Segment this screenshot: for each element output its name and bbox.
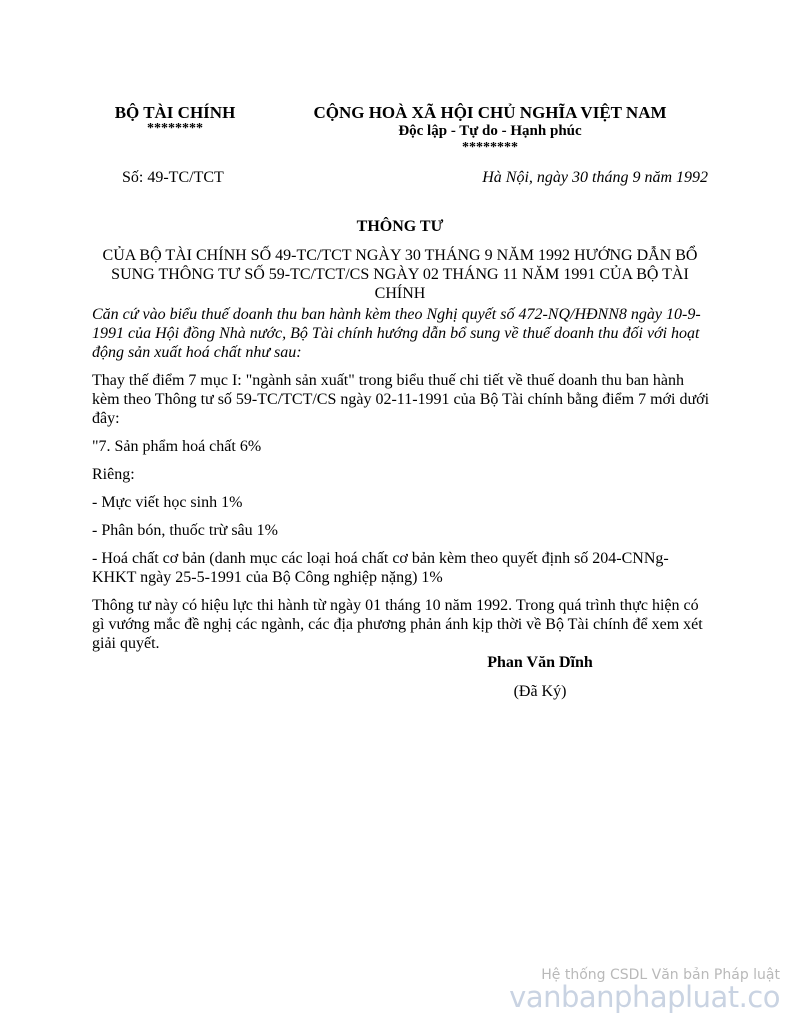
ministry-stars: ******** [147, 121, 203, 136]
list-item: - Phân bón, thuốc trừ sâu 1% [92, 522, 278, 539]
paragraph: Thông tư này có hiệu lực thi hành từ ngày 01 tháng 10 năm 1992. Trong quá trình thực hiện có gì vướng mắc đề nghị các ngành, các địa phương phản ánh kịp thời về Bộ Tài chính để xem xét giải quyết. [92, 597, 703, 652]
preamble: Căn cứ vào biểu thuế doanh thu ban hành kèm theo Nghị quyết số 472-NQ/HĐNN8 ngày 10-9-1991 của Hội đồng Nhà nước, Bộ Tài chính hướng dẫn bổ sung về thuế doanh thu đối với hoạt động sản xuất hoá chất như sau: [92, 306, 701, 361]
paragraph: Riêng: [92, 466, 135, 483]
watermark-site: vanbanphapluat.co [509, 980, 780, 1014]
document-type: THÔNG TƯ [356, 218, 444, 235]
state-header [300, 103, 680, 155]
list-item: - Mực viết học sinh 1% [92, 494, 243, 511]
document-number: Số: 49-TC/TCT [122, 169, 224, 186]
paragraph: "7. Sản phẩm hoá chất 6% [92, 438, 262, 455]
document-title: CỦA BỘ TÀI CHÍNH SỐ 49-TC/TCT NGÀY 30 THÁNG 9 NĂM 1992 HƯỚNG DẪN BỔ SUNG THÔNG TƯ SỐ 59-TC/TCT/CS NGÀY 02 THÁNG 11 NĂM 1991 CỦA BỘ TÀI CHÍNH [102, 247, 698, 302]
issuer-header [90, 103, 260, 136]
list-item: - Hoá chất cơ bản (danh mục các loại hoá chất cơ bản kèm theo quyết định số 204-CNNg-KHKT ngày 25-5-1991 của Bộ Công nghiệp nặng) 1% [92, 550, 669, 586]
motto-stars: ******** [462, 140, 518, 155]
paragraph: Thay thế điểm 7 mục I: "ngành sản xuất" trong biểu thuế chi tiết về thuế doanh thu ban hành kèm theo Thông tư số 59-TC/TCT/CS ngày 02-11-1991 của Bộ Tài chính bằng điểm 7 mới dưới đây: [92, 372, 710, 427]
national-motto: Độc lập - Tự do - Hạnh phúc [398, 123, 582, 139]
ministry-name: BỘ TÀI CHÍNH [114, 103, 236, 122]
place-date: Hà Nội, ngày 30 tháng 9 năm 1992 [482, 169, 708, 186]
watermark-caption: Hệ thống CSDL Văn bản Pháp luật [541, 967, 780, 983]
signer-name: Phan Văn Dĩnh [487, 654, 593, 671]
country-name: CỘNG HOÀ XÃ HỘI CHỦ NGHĨA VIỆT NAM [313, 103, 667, 122]
document-body [92, 305, 712, 662]
signature-status: (Đã Ký) [513, 683, 567, 700]
signature-block [470, 648, 610, 706]
